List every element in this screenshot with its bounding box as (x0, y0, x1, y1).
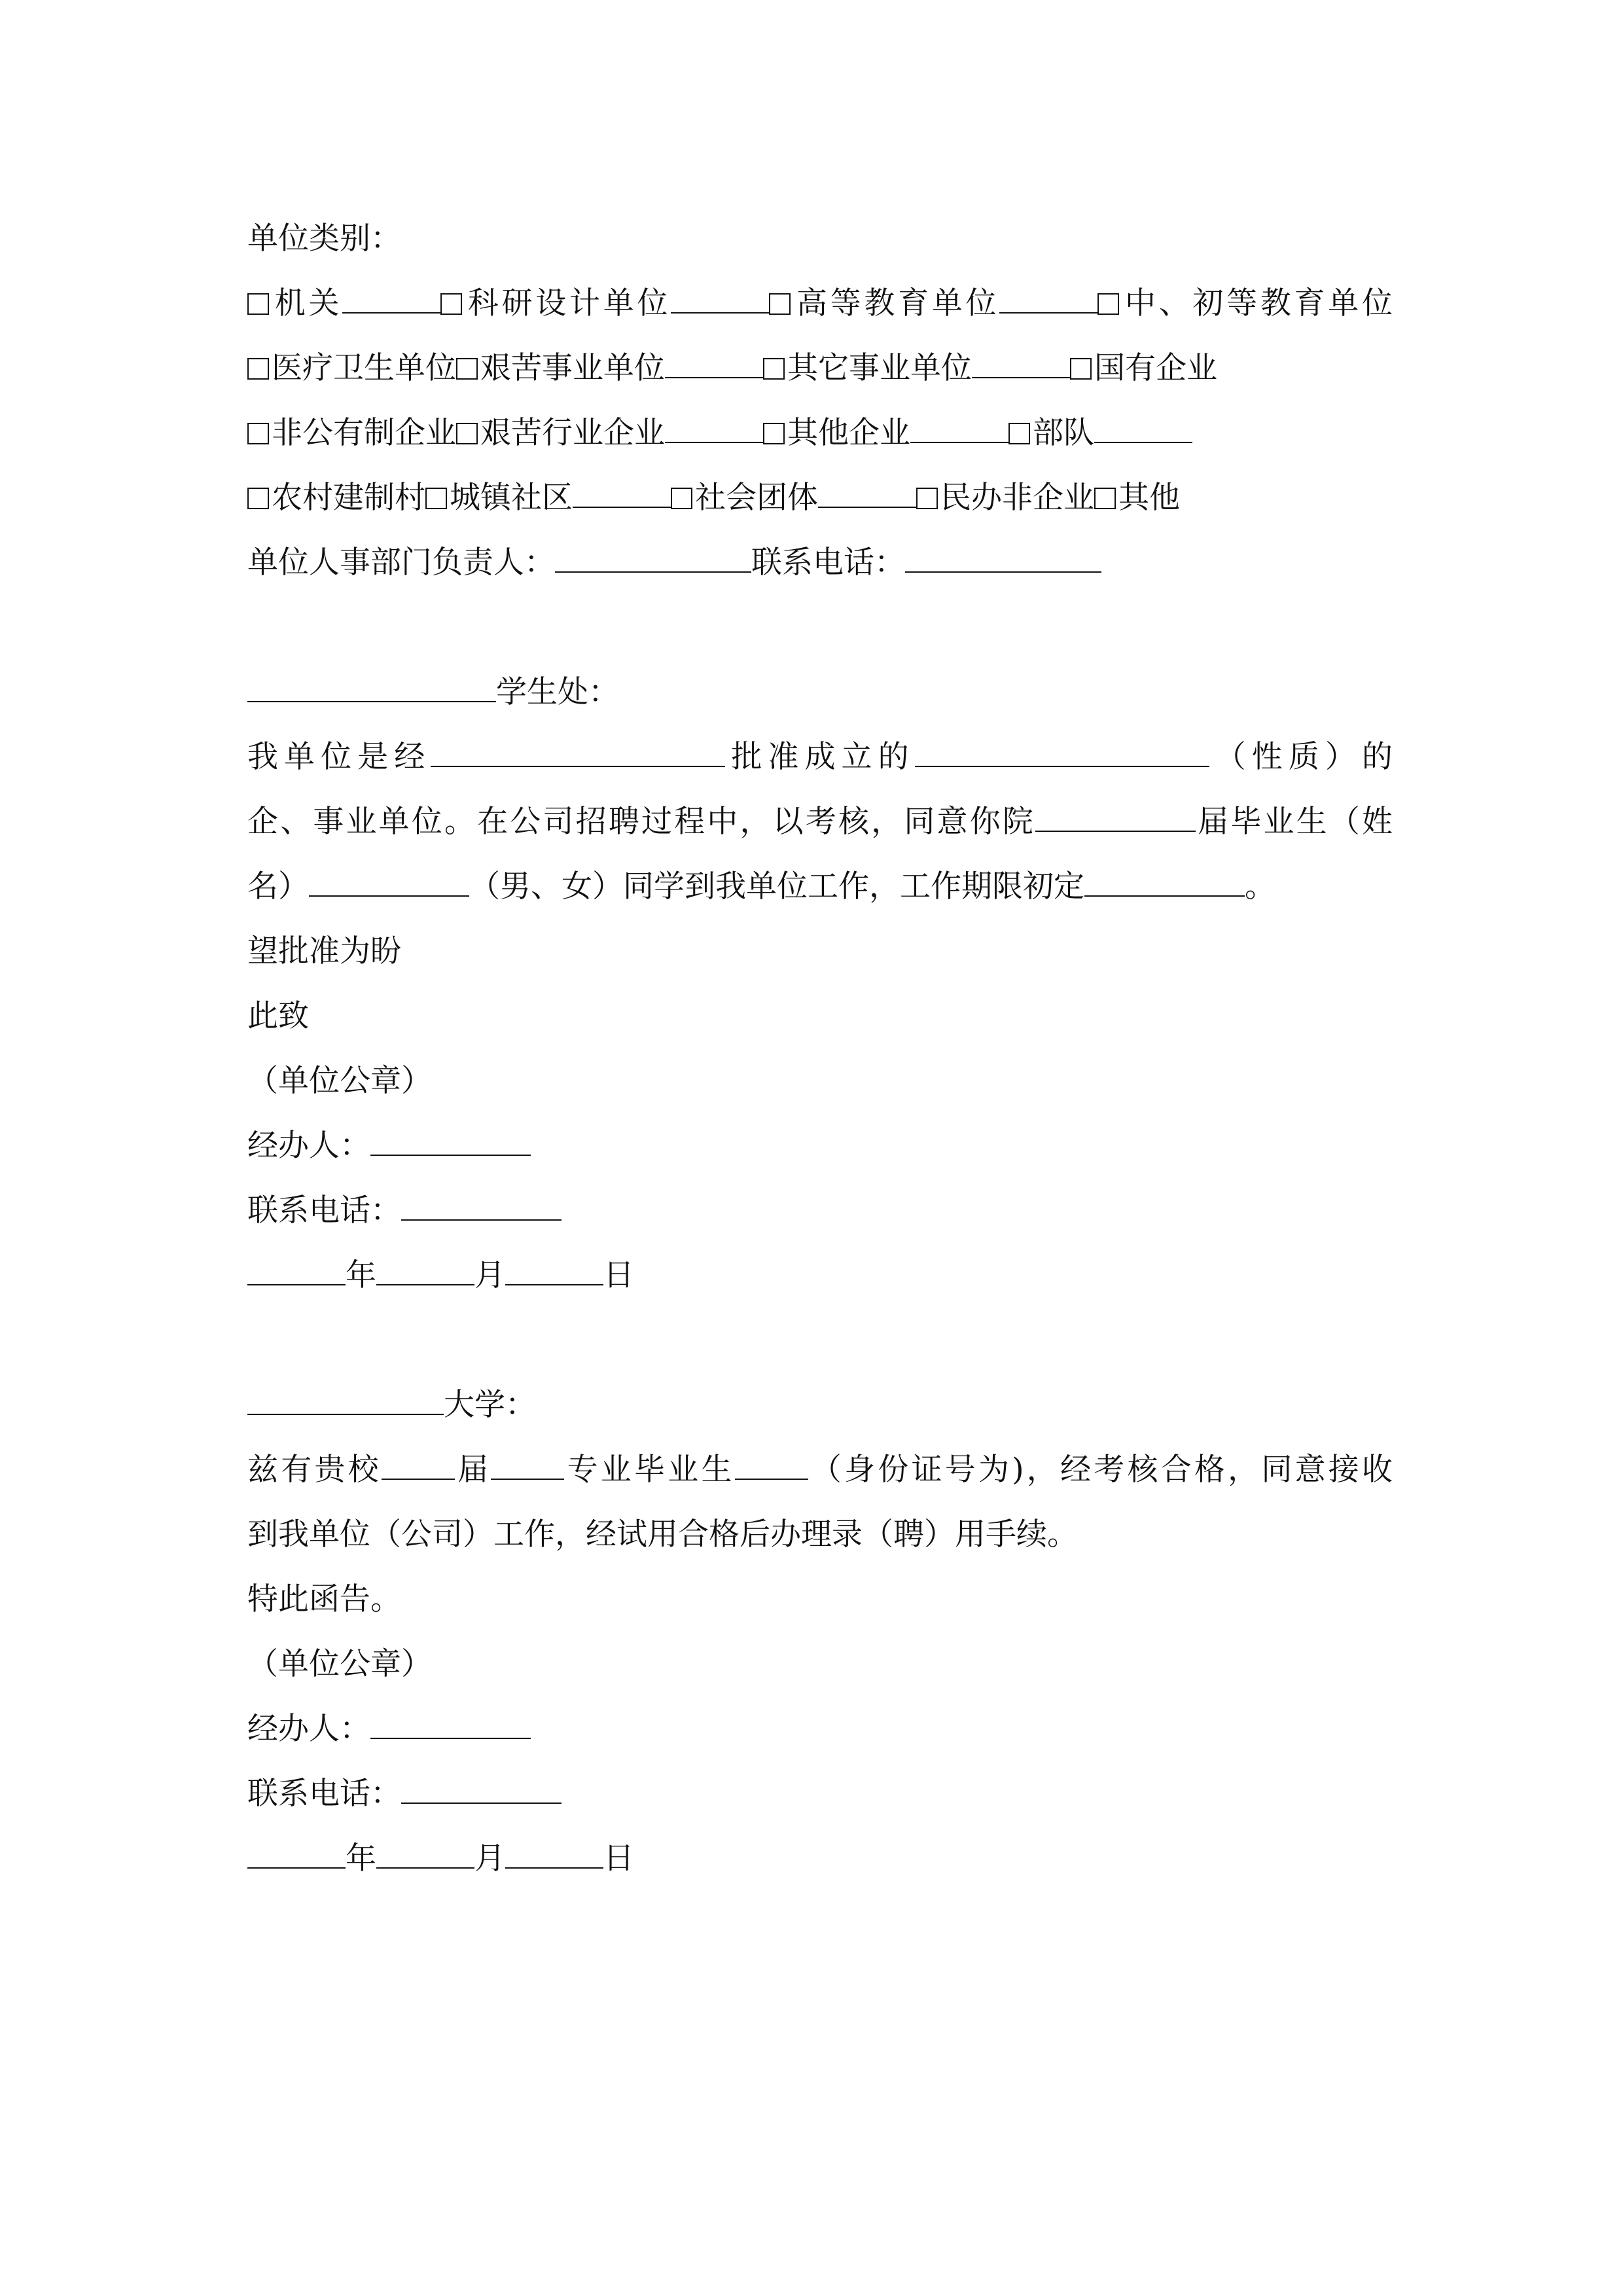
text: （性质）的 (1209, 739, 1393, 775)
major-field[interactable] (491, 1441, 564, 1480)
text: （身份证号为)，经考核合格，同意接收 (808, 1452, 1393, 1488)
hr-contact-line (247, 530, 1393, 595)
recipient-field[interactable] (247, 663, 496, 702)
text: （男、女）同学到我单位工作，工作期限初定 (469, 869, 1084, 905)
option-label: 非公有制企业 (272, 415, 456, 451)
blank-field[interactable] (972, 339, 1070, 378)
checkbox[interactable] (1070, 358, 1092, 380)
phone-label: 联系电话： (247, 1776, 401, 1812)
letter-two-paragraph-line-2: 到我单位（公司）工作，经试用合格后办理录（聘）用手续。 (247, 1516, 1078, 1552)
option-label: 其他 (1118, 480, 1180, 516)
day-field[interactable] (505, 1829, 603, 1869)
hr-label: 单位人事部门负责人： (247, 545, 555, 581)
letter-two-paragraph-line-1 (247, 1437, 1393, 1502)
option-label: 城镇社区 (450, 480, 573, 516)
checkbox[interactable] (916, 488, 938, 509)
option-higher-edu[interactable] (769, 285, 999, 321)
checkbox[interactable] (456, 358, 478, 380)
hr-name-field[interactable] (555, 533, 751, 573)
option-label: 高等教育单位 (793, 285, 1000, 321)
checkbox[interactable] (456, 423, 478, 444)
blank-field[interactable] (671, 274, 769, 314)
option-other-enterprise[interactable] (763, 415, 910, 451)
checkbox[interactable] (1008, 423, 1030, 444)
blank-field[interactable] (665, 404, 763, 443)
text: 届毕业生（姓 (1196, 804, 1393, 840)
option-label: 社会团体 (695, 480, 818, 516)
category-row-1 (247, 271, 1393, 336)
seal-line: （单位公章） (247, 1063, 432, 1099)
option-label: 医疗卫生单位 (272, 350, 456, 386)
letter-two-salutation (247, 1372, 1393, 1437)
phone-line (247, 1761, 1393, 1826)
option-hardship-industry[interactable] (456, 415, 665, 451)
closing-line: 此致 (247, 998, 309, 1034)
phone-field[interactable] (401, 1765, 562, 1804)
text: 。 (1245, 869, 1275, 905)
checkbox[interactable] (247, 488, 269, 509)
text: 届 (454, 1452, 491, 1488)
day-label: 日 (603, 1257, 634, 1293)
month-label: 月 (474, 1257, 505, 1293)
category-row-3 (247, 401, 1393, 465)
checkbox[interactable] (425, 488, 447, 509)
day-field[interactable] (505, 1246, 603, 1285)
option-label: 其它事业单位 (787, 350, 972, 386)
blank-field[interactable] (573, 469, 671, 508)
salutation-text: 大学： (444, 1387, 536, 1423)
approver-field[interactable] (431, 728, 725, 767)
document-content (247, 206, 1393, 1891)
nature-field[interactable] (915, 728, 1209, 767)
month-label: 月 (474, 1840, 505, 1876)
checkbox[interactable] (763, 358, 785, 380)
blank-field[interactable] (910, 404, 1008, 443)
blank-field[interactable] (665, 339, 763, 378)
month-field[interactable] (376, 1829, 474, 1869)
date-line (247, 1826, 1393, 1891)
phone-label: 联系电话： (247, 1193, 401, 1229)
handler-field[interactable] (370, 1117, 531, 1156)
handler-line (247, 1696, 1393, 1761)
option-label: 中、初等教育单位 (1122, 285, 1393, 321)
checkbox[interactable] (1094, 488, 1116, 509)
option-state-owned[interactable] (1070, 350, 1217, 386)
checkbox[interactable] (763, 423, 785, 444)
year-label: 年 (346, 1257, 376, 1293)
option-medical[interactable] (247, 350, 456, 386)
day-label: 日 (603, 1840, 634, 1876)
option-hardship-institution[interactable] (456, 350, 665, 386)
spacer (247, 595, 1393, 660)
university-field[interactable] (247, 1376, 444, 1415)
checkbox[interactable] (247, 423, 269, 444)
option-secondary-edu[interactable] (1097, 285, 1393, 321)
phone-label: 联系电话： (751, 545, 905, 581)
option-village[interactable] (247, 480, 425, 516)
salutation-text: 学生处： (496, 674, 619, 710)
letter-one-paragraph-line-2 (247, 789, 1393, 854)
checkbox[interactable] (247, 358, 269, 380)
blank-field[interactable] (999, 274, 1097, 314)
option-non-public[interactable] (247, 415, 456, 451)
option-label: 机关 (272, 285, 343, 321)
text: 名） (247, 869, 309, 905)
checkbox[interactable] (671, 488, 692, 509)
year-field[interactable] (247, 1246, 346, 1285)
option-label: 艰苦行业企业 (480, 415, 665, 451)
checkbox[interactable] (769, 293, 791, 315)
hr-phone-field[interactable] (905, 533, 1101, 573)
letter-one-salutation (247, 660, 1393, 725)
text: 企、事业单位。在公司招聘过程中，以考核，同意你院 (247, 804, 1035, 840)
category-title: 单位类别： (247, 221, 401, 257)
option-label: 农村建制村 (272, 480, 425, 516)
option-label: 其他企业 (787, 415, 910, 451)
student-name-field[interactable] (735, 1441, 808, 1480)
text: 专业毕业生 (564, 1452, 735, 1488)
checkbox[interactable] (247, 293, 269, 315)
hope-line: 望批准为盼 (247, 933, 401, 969)
letter-one-paragraph-line-1 (247, 725, 1393, 789)
text: 我单位是经 (247, 739, 431, 775)
blank-field[interactable] (1094, 404, 1192, 443)
option-army[interactable] (1008, 415, 1094, 451)
option-other-institution[interactable] (763, 350, 972, 386)
option-social-group[interactable] (671, 480, 818, 516)
student-name-field[interactable] (309, 857, 469, 897)
spacer (247, 1308, 1393, 1372)
option-label: 艰苦事业单位 (480, 350, 665, 386)
date-line (247, 1243, 1393, 1308)
notice-line: 特此函告。 (247, 1581, 401, 1617)
option-label: 部队 (1033, 415, 1094, 451)
blank-field[interactable] (342, 274, 440, 314)
text: 兹有贵校 (247, 1452, 382, 1488)
year-label: 年 (346, 1840, 376, 1876)
option-other[interactable] (1094, 480, 1180, 516)
phone-line (247, 1178, 1393, 1243)
checkbox[interactable] (1097, 293, 1119, 315)
category-row-2 (247, 336, 1393, 401)
phone-field[interactable] (401, 1181, 562, 1221)
handler-line (247, 1113, 1393, 1178)
option-research[interactable] (440, 285, 671, 321)
text: 批准成立的 (725, 739, 915, 775)
handler-label: 经办人： (247, 1128, 370, 1164)
blank-field[interactable] (818, 469, 916, 508)
graduation-year-field[interactable] (1035, 793, 1196, 832)
checkbox[interactable] (440, 293, 462, 315)
category-row-4 (247, 465, 1393, 530)
term-field[interactable] (1084, 857, 1245, 897)
option-community[interactable] (425, 480, 573, 516)
graduation-year-field[interactable] (382, 1441, 455, 1480)
seal-line: （单位公章） (247, 1646, 432, 1682)
handler-label: 经办人： (247, 1711, 370, 1747)
option-label: 国有企业 (1094, 350, 1217, 386)
month-field[interactable] (376, 1246, 474, 1285)
option-jiguan[interactable] (247, 285, 342, 321)
letter-one-paragraph-line-3 (247, 854, 1393, 919)
handler-field[interactable] (370, 1700, 531, 1739)
year-field[interactable] (247, 1829, 346, 1869)
option-label: 民办非企业 (940, 480, 1094, 516)
option-private-nonprofit[interactable] (916, 480, 1094, 516)
option-label: 科研设计单位 (465, 285, 671, 321)
